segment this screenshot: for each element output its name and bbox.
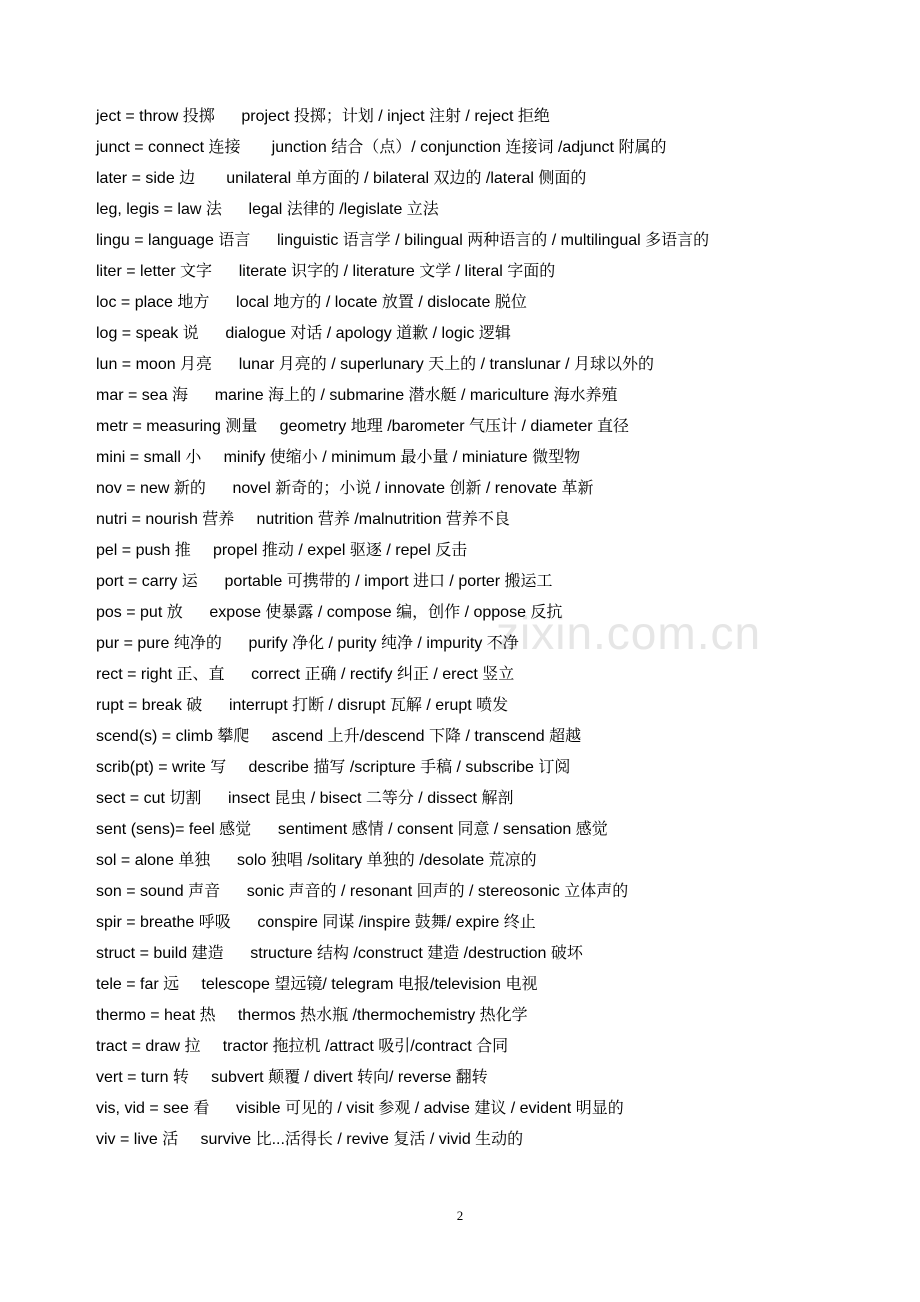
root-word-entry: mar = sea 海 marine 海上的 / submarine 潜水艇 / mariculture 海水养殖 xyxy=(96,387,618,404)
root-word-entry: liter = letter 文字 literate 识字的 / literature 文学 / literal 字面的 xyxy=(96,263,556,280)
root-word-entry: spir = breathe 呼吸 conspire 同谋 /inspire 鼓舞/ expire 终止 xyxy=(96,914,536,931)
root-word-entry: later = side 边 unilateral 单方面的 / bilateral 双边的 /lateral 侧面的 xyxy=(96,170,587,187)
root-word-entry: nutri = nourish 营养 nutrition 营养 /malnutrition 营养不良 xyxy=(96,511,510,528)
root-word-entry: sect = cut 切割 insect 昆虫 / bisect 二等分 / dissect 解剖 xyxy=(96,790,514,807)
root-word-entry: lingu = language 语言 linguistic 语言学 / bilingual 两种语言的 / multilingual 多语言的 xyxy=(96,232,710,249)
root-word-entry: junct = connect 连接 junction 结合（点）/ conjunction 连接词 /adjunct 附属的 xyxy=(96,139,667,156)
root-word-entry: loc = place 地方 local 地方的 / locate 放置 / dislocate 脱位 xyxy=(96,294,527,311)
root-word-entry: vert = turn 转 subvert 颠覆 / divert 转向/ reverse 翻转 xyxy=(96,1069,488,1086)
root-word-entry: leg, legis = law 法 legal 法律的 /legislate 立法 xyxy=(96,201,439,218)
root-word-entry: son = sound 声音 sonic 声音的 / resonant 回声的 / stereosonic 立体声的 xyxy=(96,883,629,900)
root-word-entry: pos = put 放 expose 使暴露 / compose 编，创作 / oppose 反抗 xyxy=(96,604,563,621)
root-word-entry: pur = pure 纯净的 purify 净化 / purity 纯净 / impurity 不净 xyxy=(96,635,519,652)
root-word-entry: thermo = heat 热 thermos 热水瓶 /thermochemistry 热化学 xyxy=(96,1007,528,1024)
root-word-entry: port = carry 运 portable 可携带的 / import 进口 / porter 搬运工 xyxy=(96,573,553,590)
root-word-entry: lun = moon 月亮 lunar 月亮的 / superlunary 天上的 / translunar / 月球以外的 xyxy=(96,356,654,373)
root-word-entry: mini = small 小 minify 使缩小 / minimum 最小量 / miniature 微型物 xyxy=(96,449,581,466)
root-word-entry: scend(s) = climb 攀爬 ascend 上升/descend 下降 / transcend 超越 xyxy=(96,728,582,745)
root-word-entry: vis, vid = see 看 visible 可见的 / visit 参观 / advise 建议 / evident 明显的 xyxy=(96,1100,624,1117)
root-word-entry: rupt = break 破 interrupt 打断 / disrupt 瓦解 / erupt 喷发 xyxy=(96,697,509,714)
root-word-list xyxy=(96,101,856,1155)
root-word-entry: tract = draw 拉 tractor 拖拉机 /attract 吸引/contract 合同 xyxy=(96,1038,509,1055)
root-word-entry: pel = push 推 propel 推动 / expel 驱逐 / repel 反击 xyxy=(96,542,468,559)
root-word-entry: log = speak 说 dialogue 对话 / apology 道歉 / logic 逻辑 xyxy=(96,325,511,342)
root-word-entry: tele = far 远 telescope 望远镜/ telegram 电报/television 电视 xyxy=(96,976,538,993)
root-word-entry: metr = measuring 测量 geometry 地理 /barometer 气压计 / diameter 直径 xyxy=(96,418,630,435)
root-word-entry: scrib(pt) = write 写 describe 描写 /scripture 手稿 / subscribe 订阅 xyxy=(96,759,571,776)
page-number: 2 xyxy=(456,1208,464,1223)
watermark: zixin.com.cn xyxy=(496,607,762,659)
root-word-entry: sent (sens)= feel 感觉 sentiment 感情 / consent 同意 / sensation 感觉 xyxy=(96,821,608,838)
root-word-entry: rect = right 正、直 correct 正确 / rectify 纠正 / erect 竖立 xyxy=(96,666,515,683)
root-word-entry: viv = live 活 survive 比...活得长 / revive 复活 / vivid 生动的 xyxy=(96,1131,524,1148)
root-word-entry: nov = new 新的 novel 新奇的；小说 / innovate 创新 / renovate 革新 xyxy=(96,480,594,497)
root-word-entry: sol = alone 单独 solo 独唱 /solitary 单独的 /desolate 荒凉的 xyxy=(96,852,537,869)
root-word-entry: ject = throw 投掷 project 投掷；计划 / inject 注射 / reject 拒绝 xyxy=(96,108,550,125)
root-word-entry: struct = build 建造 structure 结构 /construct 建造 /destruction 破坏 xyxy=(96,945,583,962)
